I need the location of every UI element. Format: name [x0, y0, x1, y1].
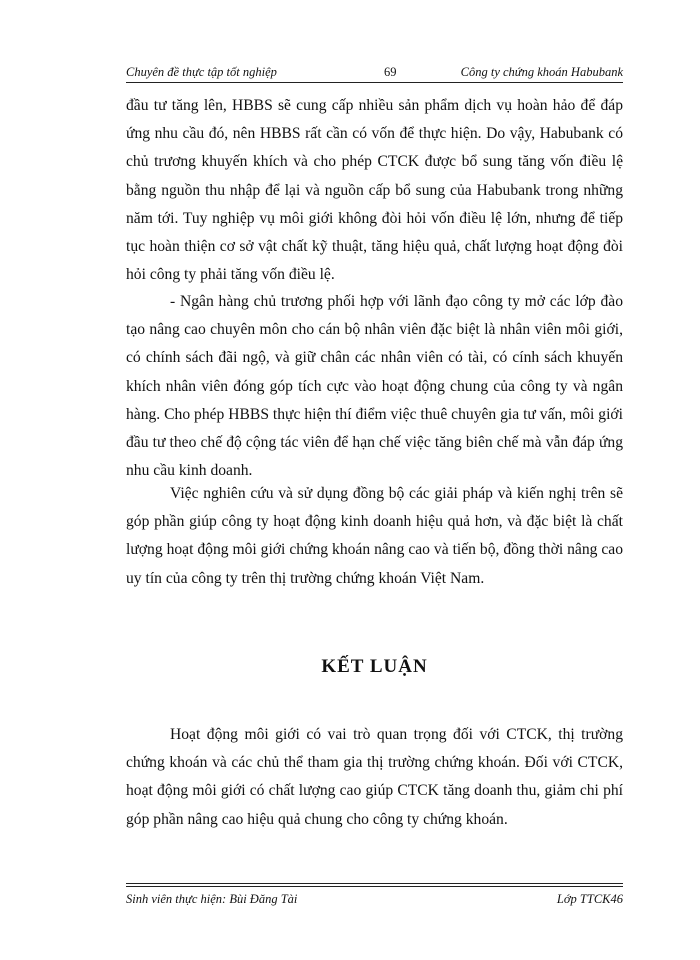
conclusion-paragraph: Hoạt động môi giới có vai trò quan trọng đối với CTCK, thị trường chứng khoán và các chủ thể tham gia thị trường chứng khoán. Đối với CTCK, hoạt động môi giới có chất lượng cao giúp CTCK tăng doanh thu, giảm chi phí góp phần nâng cao hiệu quả chung cho công ty chứng khoán. [126, 726, 623, 828]
header-company-name: Công ty chứng khoán Habubank [460, 65, 623, 79]
body-paragraph-1: đầu tư tăng lên, HBBS sẽ cung cấp nhiều sản phẩm dịch vụ hoàn hảo để đáp ứng nhu cầu đó, nên HBBS rất cần có vốn để thực hiện. Do vậy, Habubank có chủ trương khuyến khích và cho phép CTCK được bổ sung tăng vốn điều lệ bằng nguồn thu nhập để lại và nguồn cấp bổ sung của Habubank trong những năm tới. Tuy nghiệp vụ môi giới không đòi hỏi vốn điều lệ lớn, nhưng để tiếp tục hoàn thiện cơ sở vật chất kỹ thuật, tăng hiệu quả, chất lượng hoạt động đòi hỏi công ty phải tăng vốn điều lệ. [126, 97, 623, 284]
footer-class: Lớp TTCK46 [556, 892, 623, 906]
header-page-number: 69 [384, 65, 397, 79]
body-paragraph-2: - Ngân hàng chủ trương phối hợp với lãnh đạo công ty mở các lớp đào tạo nâng cao chuyên môn cho cán bộ nhân viên đặc biệt là nhân viên môi giới, có chính sách đãi ngộ, và giữ chân các nhân viên có tài, có cính sách khuyến khích nhân viên đóng góp tích cực vào hoạt động chung của công ty và ngân hàng. Cho phép HBBS thực hiện thí điểm việc thuê chuyên gia tư vấn, môi giới đầu tư theo chế độ cộng tác viên để hạn chế việc tăng biên chế mà vẫn đáp ứng nhu cầu kinh doanh. [126, 293, 623, 480]
footer-author: Sinh viên thực hiện: Bùi Đăng Tài [126, 892, 298, 906]
section-title: KẾT LUẬN [321, 656, 428, 677]
page-footer [126, 889, 623, 909]
header-document-title: Chuyên đề thực tập tốt nghiệp [126, 65, 277, 79]
page-header [126, 62, 623, 83]
footer-divider [126, 883, 623, 887]
body-paragraph-3: Việc nghiên cứu và sử dụng đồng bộ các giải pháp và kiến nghị trên sẽ góp phần giúp công ty hoạt động kinh doanh hiệu quả hơn, và đặc biệt là chất lượng hoạt động môi giới chứng khoán nâng cao và tiến bộ, đồng thời nâng cao uy tín của công ty trên thị trường chứng khoán Việt Nam. [126, 485, 623, 587]
